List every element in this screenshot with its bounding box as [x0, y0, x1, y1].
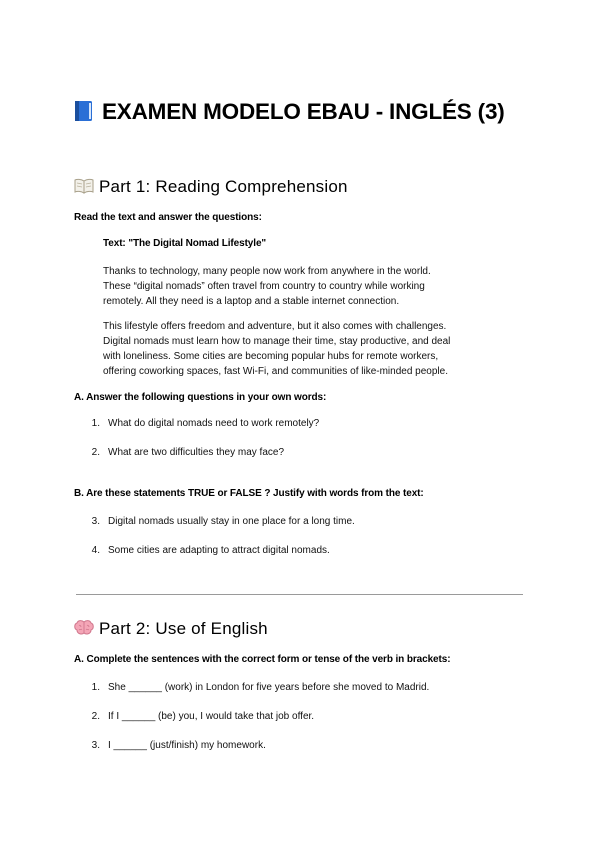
question-number: 2. — [91, 447, 100, 458]
exercise-number: 2. — [91, 711, 100, 722]
reading-paragraph-1 — [103, 264, 523, 309]
question-text: What do digital nomads need to work remotely? — [108, 418, 320, 429]
statement-text: Digital nomads usually stay in one place for a long time. — [108, 516, 355, 527]
title-text: EXAMEN MODELO EBAU - INGLÉS (3) — [102, 99, 505, 124]
text-title: Text: "The Digital Nomad Lifestyle" — [103, 238, 267, 249]
part1-section-a-heading: A. Answer the following questions in your own words: — [74, 392, 327, 403]
page-title — [74, 96, 534, 128]
open-book-icon — [74, 178, 94, 194]
statement-number: 3. — [91, 516, 100, 527]
paragraph-line: These “digital nomads” often travel from country to country while working — [103, 281, 425, 292]
part1-section-b-heading: B. Are these statements TRUE or FALSE ? Justify with words from the text: — [74, 488, 424, 499]
statement-item — [82, 516, 355, 528]
paragraph-line: with loneliness. Some cities are becoming popular hubs for remote workers, — [103, 351, 439, 362]
statement-text: Some cities are adapting to attract digital nomads. — [108, 545, 330, 556]
part2-heading-text: Part 2: Use of English — [99, 619, 268, 638]
exercise-item — [82, 740, 266, 752]
statement-item — [82, 545, 330, 557]
exercise-item — [82, 711, 314, 723]
statement-number: 4. — [91, 545, 100, 556]
exercise-text: If I ______ (be) you, I would take that job offer. — [108, 711, 315, 722]
exercise-text: I ______ (just/finish) my homework. — [108, 740, 266, 751]
part2-section-a-heading: A. Complete the sentences with the correct form or tense of the verb in brackets: — [74, 654, 451, 665]
paragraph-line: This lifestyle offers freedom and adventure, but it also comes with challenges. — [103, 321, 447, 332]
reading-paragraph-2 — [103, 319, 523, 379]
section-divider — [76, 594, 523, 595]
paragraph-line: Thanks to technology, many people now work from anywhere in the world. — [103, 266, 431, 277]
question-item — [82, 418, 319, 430]
exercise-number: 3. — [91, 740, 100, 751]
part1-heading — [74, 177, 348, 197]
exercise-number: 1. — [91, 682, 100, 693]
question-text: What are two difficulties they may face? — [108, 447, 285, 458]
exercise-text: She ______ (work) in London for five years before she moved to Madrid. — [108, 682, 430, 693]
paragraph-line: remotely. All they need is a laptop and a stable internet connection. — [103, 296, 400, 307]
paragraph-line: offering coworking spaces, fast Wi-Fi, and communities of like-minded people. — [103, 366, 448, 377]
exercise-item — [82, 682, 429, 694]
part1-instruction: Read the text and answer the questions: — [74, 212, 262, 223]
blue-book-icon — [74, 100, 94, 122]
brain-icon — [74, 620, 94, 636]
paragraph-line: Digital nomads must learn how to manage their time, stay productive, and deal — [103, 336, 451, 347]
part2-heading — [74, 619, 268, 639]
part1-heading-text: Part 1: Reading Comprehension — [99, 177, 348, 196]
question-number: 1. — [91, 418, 100, 429]
question-item — [82, 447, 284, 459]
